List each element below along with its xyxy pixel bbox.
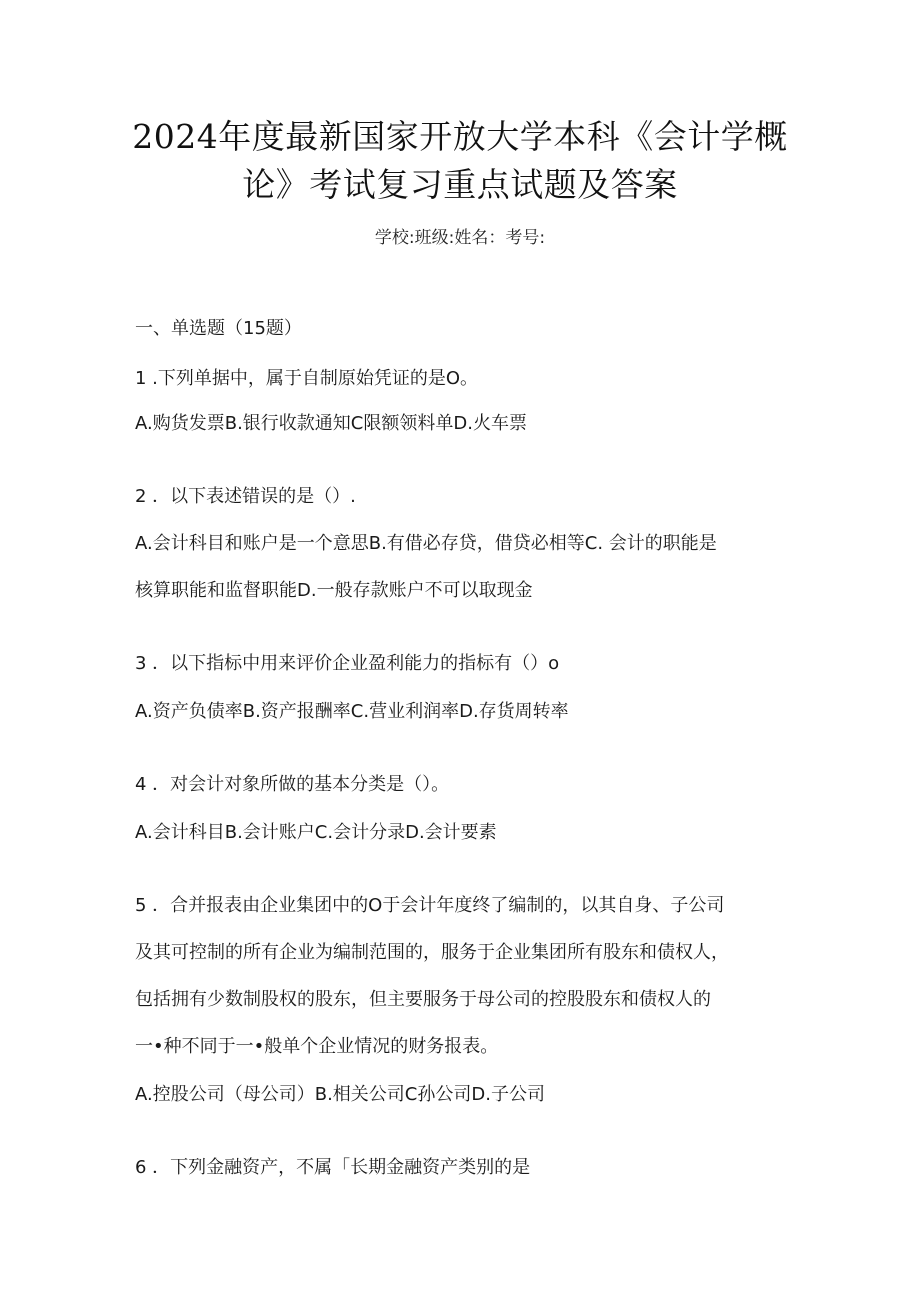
question-5-options-line-1: A.控股公司（母公司）B.相关公司C孙公司D.子公司 [135, 1084, 545, 1105]
question-5-stem-line-4: 一•种不同于一•般单个企业情况的财务报表。 [135, 1036, 499, 1057]
question-4-stem-line-1: 4 ．对会计对象所做的基本分类是（）。 [135, 774, 450, 795]
question-1-options-line-1: A.购货发票B.银行收款通知C限额领料单D.火车票 [135, 413, 527, 434]
question-2-stem-line-1: 2 ．以下表述错误的是（）. [135, 486, 356, 507]
question-3-stem-line-1: 3 ．以下指标中用来评价企业盈利能力的指标有（）o [135, 653, 560, 674]
section-heading: 一、单选题（15题） [135, 318, 302, 339]
question-2-options-line-1: A.会计科目和账户是一个意思B.有借必存贷，借贷必相等C. 会计的职能是 [135, 533, 717, 554]
question-3-options-line-1: A.资产负债率B.资产报酬率C.营业利润率D.存货周转率 [135, 701, 569, 722]
document-title-line-2: 论》考试复习重点试题及答案 [242, 165, 678, 204]
question-5-stem-line-1: 5 ．合并报表由企业集团中的O于会计年度终了编制的，以其自身、子公司 [135, 895, 725, 916]
question-5-stem-line-2: 及其可控制的所有企业为编制范围的，服务于企业集团所有股东和债权人， [135, 942, 729, 963]
question-6-stem-line-1: 6 ．下列金融资产，不属「长期金融资产类别的是 [135, 1157, 531, 1178]
question-2-options-line-2: 核算职能和监督职能D.一般存款账户不可以取现金 [135, 580, 533, 601]
question-4-options-line-1: A.会计科目B.会计账户C.会计分录D.会计要素 [135, 822, 497, 843]
question-1-stem-line-1: 1 .下列单据中，属于自制原始凭证的是O。 [135, 368, 479, 389]
question-5-stem-line-3: 包括拥有少数制股权的股东，但主要服务于母公司的控股股东和债权人的 [135, 989, 711, 1010]
student-info-line: 学校:班级:姓名：考号: [374, 228, 546, 248]
document-title-line-1: 2024年度最新国家开放大学本科《会计学概 [132, 117, 788, 156]
